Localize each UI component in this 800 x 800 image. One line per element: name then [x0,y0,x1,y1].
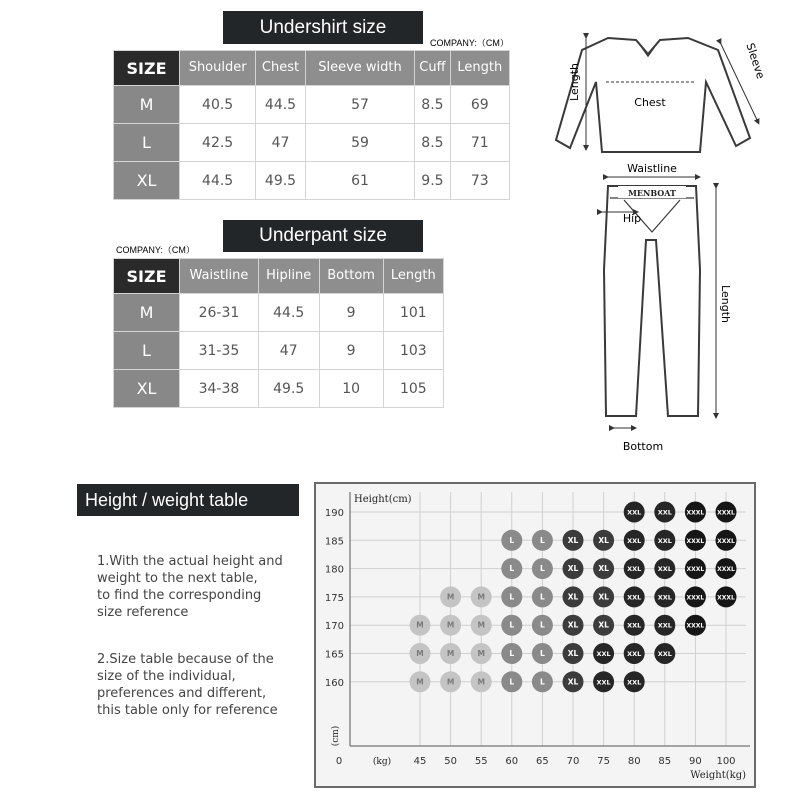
height-weight-chart [316,484,754,786]
size-cell: M [114,294,180,332]
size-point-label: XXXL [686,622,705,630]
size-point-label: M [416,677,424,687]
size-cell: XL [114,370,180,408]
size-point-label: XXXL [686,594,705,602]
value-cell: 73 [450,162,509,200]
size-point-label: XL [567,677,579,687]
y-tick-label: 185 [324,536,344,548]
size-header: SIZE [114,259,180,294]
pants-outline-icon [604,186,700,416]
size-point-label: XXL [627,508,642,517]
size-point-label: L [540,592,545,602]
size-point-label: XL [598,592,609,602]
size-point-label: M [416,620,424,630]
y-tick-label: 170 [324,621,344,633]
waistline-header: Waistline [180,259,259,294]
pants-bottom-label: Bottom [622,440,664,453]
x-tick-label: 75 [597,756,610,767]
underpant-unit-note: COMPANY:（CM） [116,245,195,255]
table-row [114,124,510,162]
undershirt-unit-note: COMPANY:（CM） [430,38,509,48]
size-point-label: L [540,620,545,630]
undershirt-title: Undershirt size [223,11,423,44]
table-row [114,294,444,332]
value-cell: 42.5 [180,124,256,162]
shirt-sleeve-label: Sleeve [743,41,768,81]
value-cell: 69 [450,86,509,124]
shirt-length-label: Length [568,63,581,101]
size-point-label: XXL [627,678,642,687]
x-tick-label: 90 [689,756,702,767]
size-point-label: L [540,677,545,687]
bottom-header: Bottom [319,259,383,294]
length-header: Length [383,259,443,294]
size-point-label: XXXL [686,509,705,517]
hipline-header: Hipline [258,259,319,294]
size-point-label: XXL [627,621,642,630]
size-cell: L [114,124,180,162]
size-point-label: XXXL [717,509,735,517]
value-cell: 34-38 [180,370,259,408]
size-cell: L [114,332,180,370]
size-point-label: XXL [657,593,672,602]
value-cell: 47 [258,332,319,370]
size-point-label: XL [567,592,579,602]
pants-brand-label: MENBOAT [628,188,676,198]
size-point-label: M [477,592,485,602]
size-point-label: M [446,677,455,687]
size-point-label: XXXL [717,566,735,574]
chest-header: Chest [256,51,305,86]
table-row [114,162,510,200]
size-point-label: XL [567,620,579,630]
x-tick-label: 80 [627,756,641,767]
pants-waistline-label: Waistline [627,162,677,175]
x-tick-label: 60 [505,756,519,767]
size-cell: M [114,86,180,124]
underpant-title: Underpant size [223,220,423,252]
size-point-label: XXL [627,565,642,574]
garment-measurement-diagram [540,20,790,460]
y-axis-title: Height(cm) [354,494,412,505]
value-cell: 44.5 [256,86,305,124]
table-row [114,332,444,370]
value-cell: 47 [256,124,305,162]
size-point-label: XXL [596,650,611,658]
height-weight-title: Height / weight table [77,484,299,516]
value-cell: 8.5 [415,124,450,162]
shirt-outline-icon [556,38,750,152]
value-cell: 49.5 [256,162,305,200]
size-point-label: XL [598,620,609,630]
value-cell: 49.5 [258,370,319,408]
size-point-label: XXL [596,678,611,687]
size-point-label: XXL [627,593,642,602]
size-point-label: XXXL [717,594,735,602]
value-cell: 8.5 [415,86,450,124]
x-tick-label: 65 [536,756,549,767]
table-header-row [114,51,510,86]
y-tick-label: 180 [324,564,344,576]
shirt-chest-label: Chest [634,96,666,109]
size-point-label: L [540,564,545,574]
value-cell: 9 [319,294,383,332]
value-cell: 103 [383,332,443,370]
size-point-label: XXL [627,650,642,658]
value-cell: 71 [450,124,509,162]
size-point-label: XL [567,535,579,545]
size-point-label: XL [567,564,579,574]
x-unit-label: (kg) [372,757,392,767]
table-row [114,370,444,408]
x-axis-title: Weight(kg) [690,770,746,781]
size-point-label: XXL [627,536,642,545]
value-cell: 40.5 [180,86,256,124]
sleeve-width-header: Sleeve width [305,51,415,86]
size-point-label: XXL [657,508,672,517]
y-tick-label: 165 [324,649,344,661]
value-cell: 61 [305,162,415,200]
x-tick-label: 100 [716,756,736,767]
pants-hip-label: Hip [622,212,642,225]
size-point-label: XXL [657,565,672,574]
value-cell: 44.5 [258,294,319,332]
undershirt-size-table [113,50,510,200]
size-point-label: M [446,620,455,630]
height-weight-note-1: 1.With the actual height and weight to the next table, to find the corresponding size reference [97,554,283,620]
height-weight-chart-frame [314,482,756,788]
size-point-label: L [509,649,515,658]
size-point-label: L [509,564,515,574]
size-point-label: XXXL [686,537,705,545]
table-header-row [114,259,444,294]
x-tick-label: 70 [566,756,580,767]
size-point-label: L [509,620,515,630]
size-point-label: L [509,535,515,545]
size-point-label: XXL [657,536,672,545]
size-point-label: XXL [657,650,672,658]
table-row [114,86,510,124]
value-cell: 9.5 [415,162,450,200]
size-point-label: L [509,592,515,602]
value-cell: 10 [319,370,383,408]
size-point-label: M [477,677,485,687]
value-cell: 9 [319,332,383,370]
value-cell: 26-31 [180,294,259,332]
size-cell: XL [114,162,180,200]
size-point-label: M [477,620,485,630]
size-point-label: M [446,592,455,602]
size-point-label: M [477,649,485,658]
length-header: Length [450,51,509,86]
value-cell: 44.5 [180,162,256,200]
x-origin-label: 0 [335,756,343,767]
size-point-label: XXL [657,621,672,630]
x-tick-label: 55 [474,756,488,767]
cuff-header: Cuff [415,51,450,86]
pants-length-label: Length [719,285,732,323]
size-point-label: M [446,649,455,658]
size-point-label: XXXL [686,566,705,574]
size-point-label: L [509,677,515,687]
height-weight-note-2: 2.Size table because of the size of the individual, preferences and different, this table only for reference [97,652,278,718]
value-cell: 57 [305,86,415,124]
size-point-label: XL [598,535,609,545]
shoulder-header: Shoulder [180,51,256,86]
x-tick-label: 50 [444,756,457,767]
value-cell: 101 [383,294,443,332]
y-unit-label: (cm) [331,725,341,747]
y-tick-label: 190 [324,508,344,519]
size-point-label: XL [598,564,609,574]
size-point-label: XL [567,649,579,658]
size-point-label: L [540,535,545,545]
y-tick-label: 175 [324,592,344,604]
value-cell: 105 [383,370,443,408]
size-point-label: XXXL [717,537,735,545]
size-point-label: L [540,649,545,658]
value-cell: 59 [305,124,415,162]
value-cell: 31-35 [180,332,259,370]
x-tick-label: 85 [658,756,672,767]
x-tick-label: 45 [413,756,427,767]
size-point-label: M [416,649,424,658]
y-tick-label: 160 [324,677,344,689]
size-header: SIZE [114,51,180,86]
underpant-size-table [113,258,444,408]
